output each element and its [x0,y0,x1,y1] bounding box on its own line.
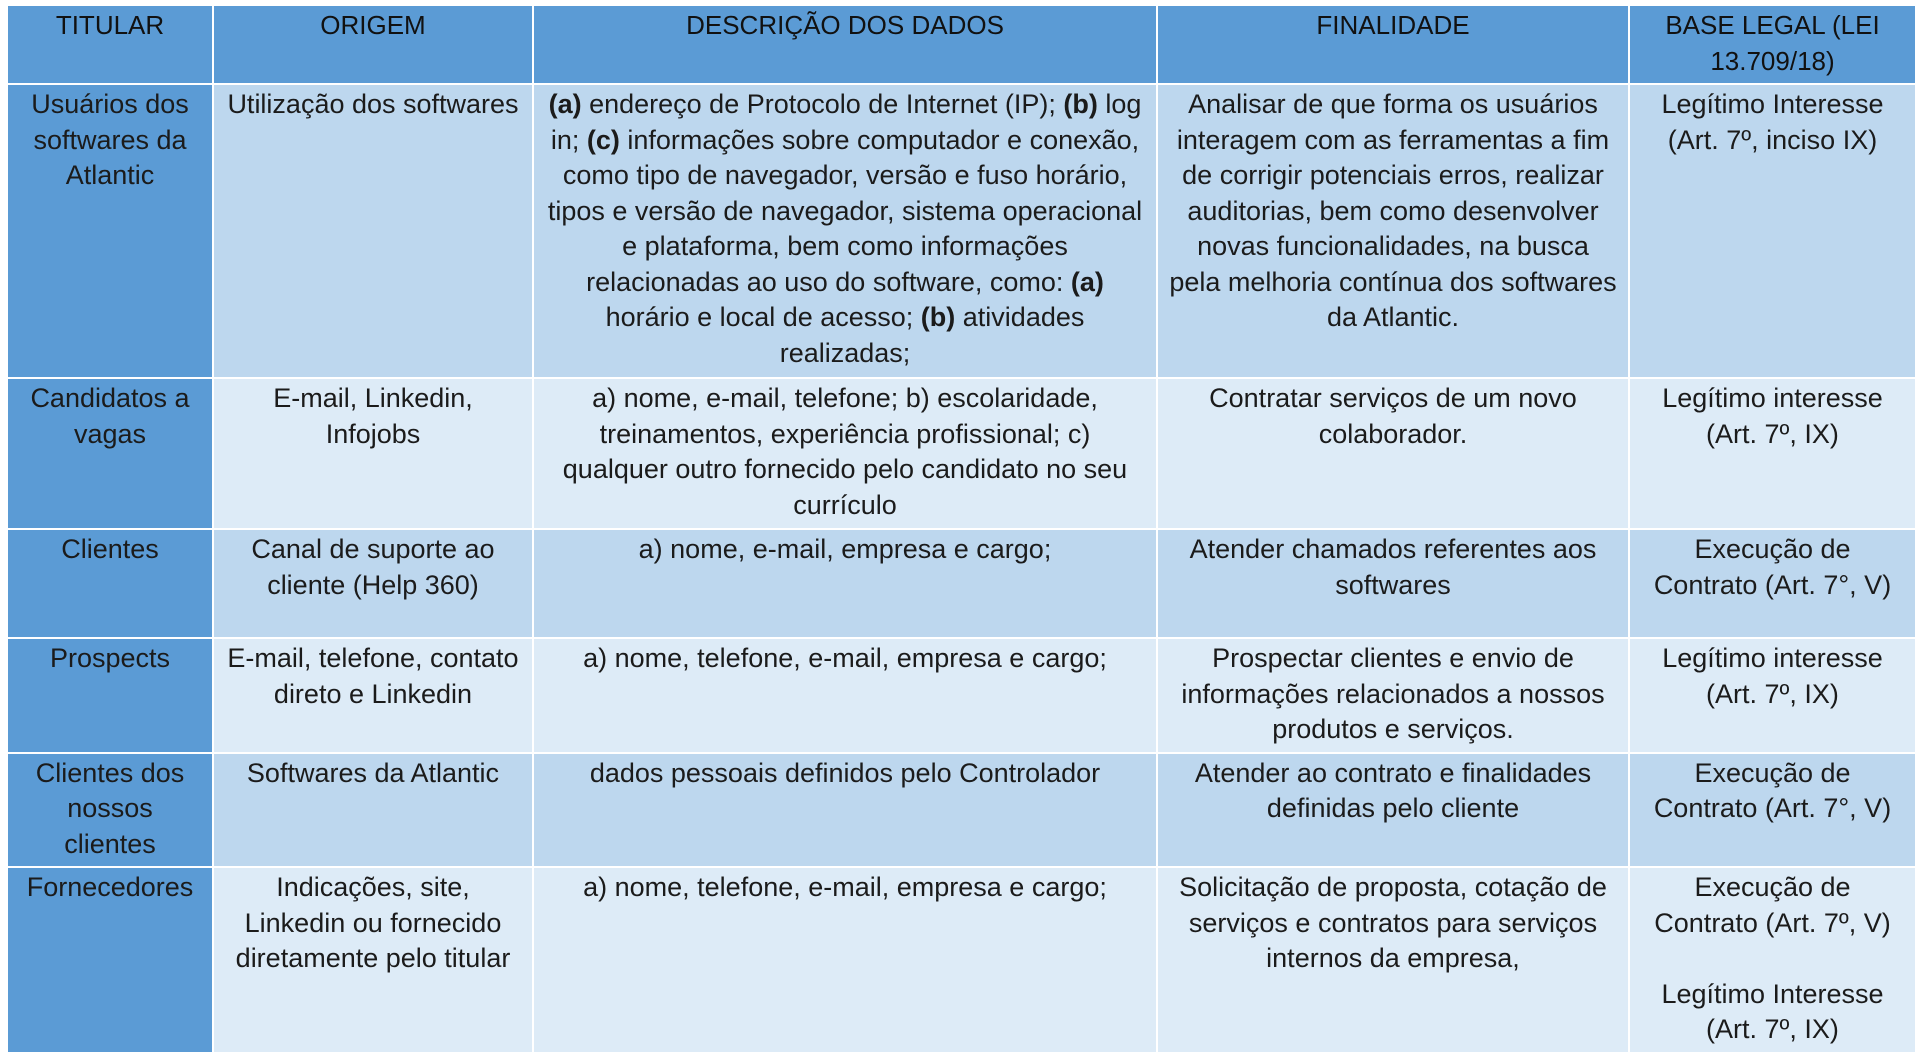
text-b2: atividades realizadas; [779,302,1085,368]
cell-descricao: a) nome, telefone, e-mail, empresa e cargo; [533,638,1157,753]
cell-titular: Fornecedores [7,867,213,1053]
text-c: informações sobre computador e conexão, como tipo de navegador, versão e fuso horário, tipos e versão de navegador, sistema operacional e plataforma, bem como informações relacionadas ao uso do software, como: [547,124,1143,297]
data-processing-table [6,4,1917,1054]
cell-titular: Clientes dos nossos clientes [7,753,213,868]
label-c: (c) [586,124,620,155]
header-base-legal: BASE LEGAL (LEI 13.709/18) [1629,5,1916,84]
cell-finalidade: Solicitação de proposta, cotação de serviços e contratos para serviços internos da empresa, [1157,867,1629,1053]
label-a2: (a) [1070,266,1104,297]
cell-finalidade: Atender ao contrato e finalidades definidas pelo cliente [1157,753,1629,868]
text-b: log in; [550,89,1142,155]
text-a: endereço de Protocolo de Internet (IP); [581,89,1064,119]
table-row [7,867,1916,1053]
cell-titular: Usuários dos softwares da Atlantic [7,84,213,378]
cell-titular: Prospects [7,638,213,753]
header-titular: TITULAR [7,5,213,84]
cell-descricao: a) nome, e-mail, telefone; b) escolaridade, treinamentos, experiência profissional; c) qualquer outro fornecido pelo candidato no seu currículo [533,378,1157,529]
table-row [7,638,1916,753]
cell-base-legal: Legítimo interesse (Art. 7º, IX) [1629,378,1916,529]
cell-finalidade: Atender chamados referentes aos softwares [1157,529,1629,638]
cell-origem: E-mail, Linkedin, Infojobs [213,378,533,529]
cell-descricao: a) nome, e-mail, empresa e cargo; [533,529,1157,638]
cell-base-legal [1629,867,1916,1053]
cell-origem: Indicações, site, Linkedin ou fornecido diretamente pelo titular [213,867,533,1053]
cell-titular: Candidatos a vagas [7,378,213,529]
cell-base-legal: Legítimo Interesse (Art. 7º, inciso IX) [1629,84,1916,378]
header-row [7,5,1916,84]
cell-origem: Canal de suporte ao cliente (Help 360) [213,529,533,638]
text-a2: horário e local de acesso; [605,302,921,332]
cell-base-legal: Execução de Contrato (Art. 7°, V) [1629,529,1916,638]
table-row [7,378,1916,529]
cell-origem: Utilização dos softwares [213,84,533,378]
cell-descricao: a) nome, telefone, e-mail, empresa e cargo; [533,867,1157,1053]
label-b: (b) [1063,89,1098,119]
table-row [7,753,1916,868]
cell-descricao [533,84,1157,378]
cell-finalidade: Analisar de que forma os usuários interagem com as ferramentas a fim de corrigir potenciais erros, realizar auditorias, bem como desenvolver novas funcionalidades, na busca pela melhoria contínua dos softwares da Atlantic. [1157,84,1629,378]
base-legal-2: Legítimo Interesse (Art. 7º, IX) [1661,978,1884,1044]
cell-finalidade: Prospectar clientes e envio de informações relacionados a nossos produtos e serviços. [1157,638,1629,753]
header-descricao: DESCRIÇÃO DOS DADOS [533,5,1157,84]
cell-titular: Clientes [7,529,213,638]
header-origem: ORIGEM [213,5,533,84]
label-b2: (b) [920,302,956,332]
cell-origem: Softwares da Atlantic [213,753,533,868]
cell-finalidade: Contratar serviços de um novo colaborador. [1157,378,1629,529]
label-a: (a) [548,89,582,119]
header-finalidade: FINALIDADE [1157,5,1629,84]
cell-base-legal: Execução de Contrato (Art. 7°, V) [1629,753,1916,868]
table-row [7,529,1916,638]
cell-descricao: dados pessoais definidos pelo Controlador [533,753,1157,868]
base-legal-1: Execução de Contrato (Art. 7º, V) [1654,872,1891,938]
table-row [7,84,1916,378]
cell-base-legal: Legítimo interesse (Art. 7º, IX) [1629,638,1916,753]
cell-origem: E-mail, telefone, contato direto e Linkedin [213,638,533,753]
